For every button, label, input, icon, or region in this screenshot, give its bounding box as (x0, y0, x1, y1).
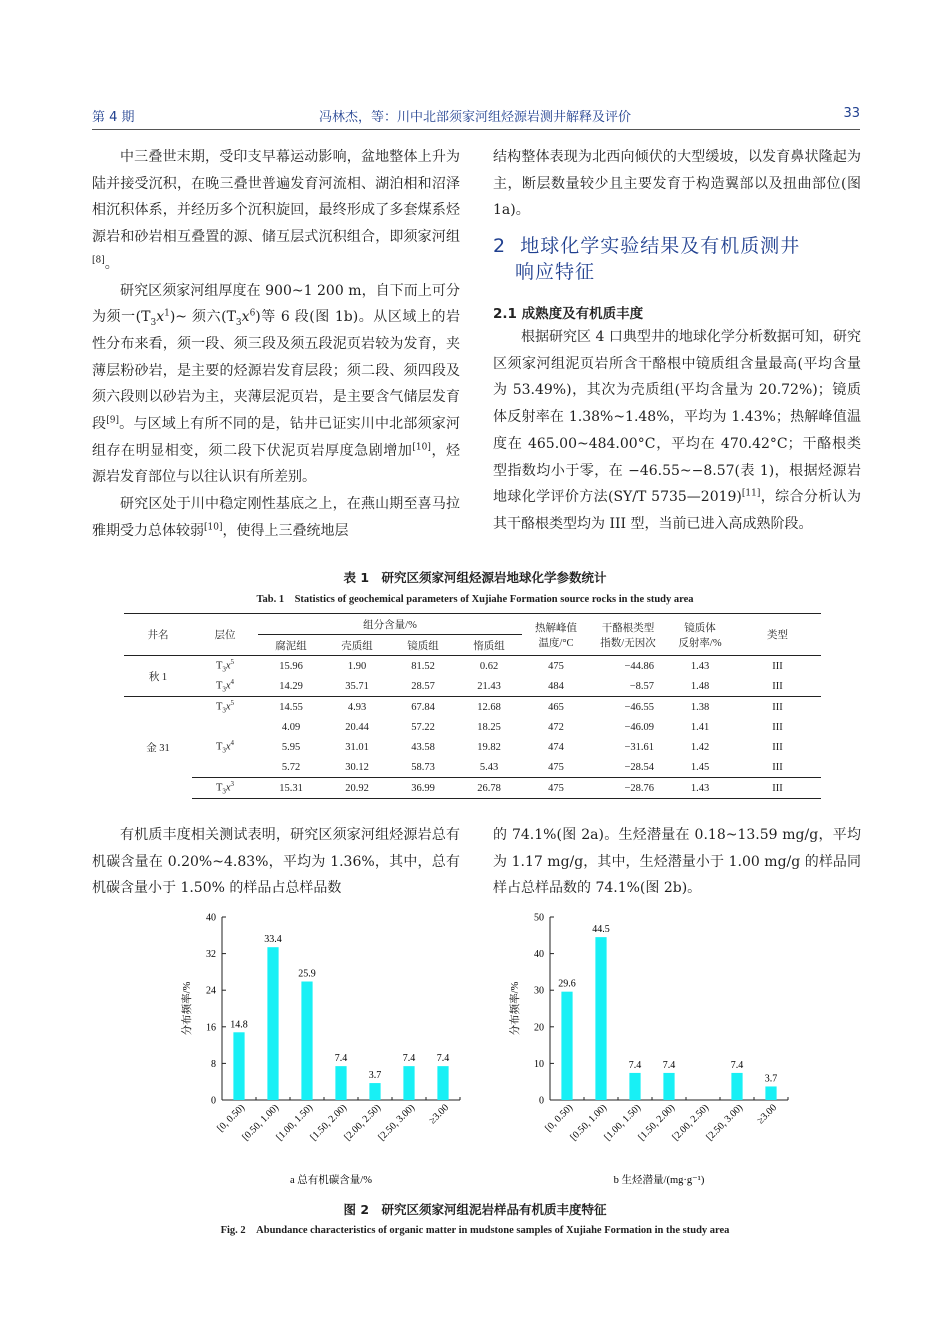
table-cell: 1.41 (690, 721, 710, 733)
table-cell: 31.01 (345, 741, 369, 753)
table-cell: −8.57 (629, 680, 654, 692)
col-header-well: 井名 (124, 614, 192, 656)
data-label: 7.4 (334, 1053, 348, 1065)
table-cell: 1.48 (690, 680, 710, 692)
data-label: 44.5 (592, 924, 610, 936)
table-cell: 5.72 (281, 761, 301, 773)
issue-number: 第 4 期 (92, 110, 135, 125)
table-cell: 57.22 (411, 721, 435, 733)
x-tick-label: [2.50, 3.00) (704, 1102, 746, 1144)
bar (233, 1032, 244, 1100)
x-tick-label: ≥3.00 (755, 1102, 780, 1127)
y-tick-label: 8 (211, 1058, 216, 1070)
toc-distribution-chart (160, 905, 470, 1190)
data-label: 33.4 (264, 934, 282, 946)
table-cell: 12.68 (456, 697, 522, 718)
table-cell: III (772, 660, 783, 672)
table-row (124, 676, 821, 697)
layer: $T_3x^4$ (215, 678, 235, 694)
x-tick-label: [0.50, 1.00) (240, 1102, 282, 1144)
y-tick-label: 50 (534, 912, 544, 924)
data-label: 7.4 (436, 1053, 450, 1065)
table-cell: −46.55 (590, 697, 666, 718)
x-tick-label: [0, 0.50) (543, 1102, 576, 1135)
well-name: 金 31 (124, 697, 192, 799)
paragraph: 研究区处于川中稳定刚性基底之上，在燕山期至喜马拉雅期受力总体较弱[10]，使得上三叠统地层 (92, 496, 460, 539)
y-tick-label: 0 (539, 1095, 544, 1107)
col-header-type: 类型 (734, 614, 821, 656)
layer: $T_3x^3$ (192, 778, 258, 799)
x-tick-label: [1.50, 2.00) (308, 1102, 350, 1144)
data-label: 3.7 (368, 1070, 382, 1082)
y-tick-label: 10 (534, 1058, 544, 1070)
y-axis-label: 分布频率/% (510, 981, 521, 1036)
table-cell: 21.43 (477, 680, 501, 692)
data-label: 25.9 (298, 968, 316, 980)
col-header-index: 干酪根类型 指数/无因次 (590, 614, 666, 656)
table-cell: 1.43 (690, 660, 710, 672)
table-caption-cn: 表 1 研究区须家河组烃源岩地球化学参数统计 (343, 570, 607, 585)
bar (629, 1073, 640, 1100)
table-cell: −28.54 (624, 761, 654, 773)
x-tick-label: [1.50, 2.00) (636, 1102, 678, 1144)
bar (561, 992, 572, 1100)
y-tick-label: 16 (206, 1022, 216, 1034)
table-cell: III (772, 680, 783, 692)
x-tick-label: [2.00, 2.50) (342, 1102, 384, 1144)
table-cell: 36.99 (390, 778, 456, 799)
bar (765, 1086, 776, 1100)
table-cell: 18.25 (477, 721, 501, 733)
paragraph: 中三叠世末期，受印支早幕运动影响，盆地整体上升为陆并接受沉积，在晚三叠世普遍发育河流相、湖泊相和沼泽相沉积体系，并经历多个沉积旋回，最终形成了多套煤系烃源岩和砂岩相互叠置的源、储互层式沉积组合，即须家河组[8]。 (92, 149, 460, 272)
bar (335, 1066, 346, 1100)
table-cell: 43.58 (411, 741, 435, 753)
col-header-ro: 镜质体 反射率/% (666, 614, 734, 656)
col-header-layer: 层位 (192, 614, 258, 656)
data-label: 3.7 (764, 1073, 778, 1085)
page-number: 33 (843, 106, 860, 121)
x-tick-label: [0, 0.50) (215, 1102, 248, 1135)
table-caption-en: Tab. 1 Statistics of geochemical parameters of Xujiahe Formation source rocks in the study area (256, 594, 694, 605)
x-tick-label: [1.00, 1.50) (274, 1102, 316, 1144)
table-cell: 474 (548, 741, 564, 753)
data-label: 29.6 (558, 978, 576, 990)
right-column-body (493, 324, 861, 538)
y-tick-label: 20 (534, 1022, 544, 1034)
table-cell: 1.90 (347, 660, 367, 672)
bar (403, 1066, 414, 1100)
y-tick-label: 40 (206, 912, 216, 924)
x-tick-label: [0.50, 1.00) (568, 1102, 610, 1144)
bar (301, 982, 312, 1100)
y-tick-label: 32 (206, 949, 216, 961)
table-cell: III (734, 778, 821, 799)
table-row (124, 778, 821, 799)
table-cell: 5.95 (281, 741, 301, 753)
table-row (124, 656, 821, 677)
table-cell: 472 (548, 721, 564, 733)
figure-caption-en: Fig. 2 Abundance characteristics of organic matter in mudstone samples of Xujiahe Formation in the study area (220, 1225, 730, 1236)
y-tick-label: 0 (211, 1095, 216, 1107)
bar (663, 1073, 674, 1100)
data-label: 14.8 (230, 1019, 248, 1031)
table-cell: 67.84 (390, 697, 456, 718)
geochem-table (124, 613, 821, 799)
y-axis-label: 分布频率/% (182, 981, 193, 1036)
layer: $T_3x^4$ (215, 739, 235, 755)
data-label: 7.4 (662, 1059, 676, 1071)
data-label: 7.4 (730, 1059, 744, 1071)
table-cell: 465 (522, 697, 590, 718)
section-heading: 2 地球化学实验结果及有机质测井 响应特征 (493, 235, 801, 283)
x-tick-label: [2.00, 2.50) (670, 1102, 712, 1144)
paragraph: 结构整体表现为北西向倾伏的大型缓坡，以发育鼻状隆起为主，断层数量较少且主要发育于构造翼部以及扭曲部位(图 1a)。 (493, 149, 861, 219)
table-cell: III (734, 697, 821, 718)
x-axis-label: b 生烃潜量/(mg·g⁻¹) (613, 1175, 705, 1186)
table-cell: 14.29 (279, 680, 303, 692)
bar (731, 1073, 742, 1100)
table-cell: 58.73 (411, 761, 435, 773)
table-cell: 19.82 (477, 741, 501, 753)
col-header-group: 组分含量/% (258, 614, 522, 635)
col-header-vitrinite: 镜质组 (390, 635, 456, 656)
x-tick-label: ≥3.00 (427, 1102, 452, 1127)
data-label: 7.4 (628, 1059, 642, 1071)
figure-caption-cn: 图 2 研究区须家河组泥岩样品有机质丰度特征 (343, 1202, 607, 1217)
x-axis-label: a 总有机碳含量/% (290, 1175, 372, 1186)
table-row (124, 697, 821, 718)
left-column-bottom (92, 822, 460, 902)
table-cell: III (772, 761, 783, 773)
table-cell: 81.52 (411, 660, 435, 672)
table-row (124, 717, 821, 737)
right-column-top (493, 144, 861, 224)
table-cell: 1.45 (690, 761, 710, 773)
table-cell: 1.42 (690, 741, 710, 753)
left-column-top (92, 144, 460, 545)
table-cell: 475 (548, 761, 564, 773)
table-cell: 15.31 (258, 778, 324, 799)
x-tick-label: [1.00, 1.50) (602, 1102, 644, 1144)
layer: $T_3x^5$ (192, 697, 258, 718)
running-title: 冯林杰，等：川中北部须家河组烃源岩测井解释及评价 (318, 110, 631, 125)
header-rule (92, 129, 860, 130)
bar (267, 947, 278, 1100)
table-cell: III (772, 721, 783, 733)
table-cell: −31.61 (624, 741, 654, 753)
table-cell: 35.71 (345, 680, 369, 692)
right-column-bottom (493, 822, 861, 902)
paragraph: 有机质丰度相关测试表明，研究区须家河组烃源岩总有机碳含量在 0.20%~4.83%，平均为 1.36%，其中，总有机碳含量小于 1.50% 的样品占总样品数 (92, 827, 460, 897)
table-cell: −28.76 (590, 778, 666, 799)
table-cell: 20.44 (345, 721, 369, 733)
y-tick-label: 40 (534, 949, 544, 961)
bar (595, 937, 606, 1100)
table-cell: 15.96 (279, 660, 303, 672)
paragraph: 的 74.1%(图 2a)。生烃潜量在 0.18~13.59 mg/g，平均为 1.17 mg/g，其中，生烃潜量小于 1.00 mg/g 的样品同样占总样品数的 74.1%(图 2b)。 (493, 827, 861, 897)
layer: $T_3x^5$ (215, 658, 235, 674)
table-cell: 30.12 (345, 761, 369, 773)
table-cell: 1.43 (666, 778, 734, 799)
y-tick-label: 24 (206, 985, 216, 997)
bar (437, 1066, 448, 1100)
x-tick-label: [2.50, 3.00) (376, 1102, 418, 1144)
table-cell: 26.78 (456, 778, 522, 799)
table-cell: 0.62 (479, 660, 499, 672)
table-cell: −44.86 (624, 660, 654, 672)
table-cell: 14.55 (258, 697, 324, 718)
y-tick-label: 30 (534, 985, 544, 997)
col-header-sapropelinite: 腐泥组 (258, 635, 324, 656)
well-name: 秋 1 (148, 671, 168, 683)
table-cell: 475 (548, 660, 564, 672)
table-cell: 4.93 (324, 697, 390, 718)
table-cell: 475 (522, 778, 590, 799)
col-header-inertinite: 惰质组 (456, 635, 522, 656)
table-cell: 484 (548, 680, 564, 692)
table-cell: 20.92 (324, 778, 390, 799)
paragraph: 根据研究区 4 口典型井的地球化学分析数据可知，研究区须家河组泥页岩所含干酪根中镜质组含量最高(平均含量为 53.49%)，其次为壳质组(平均含量为 20.72%)；镜质体反射率在 1.38%~1.48%，平均为 1.43%；热解峰值温度在 465.00~484.00°C，平均在 470.42°C；干酪根类型指数均小于零，在 −46.55~−8.57(表 1)，根据烃源岩地球化学评价方法(SY/T 5735—2019)[11]，综合分析认为其干酪根类型均为 III 型，当前已进入高成熟阶段。 (493, 329, 861, 532)
table-cell: −46.09 (624, 721, 654, 733)
paragraph: 研究区须家河组厚度在 900~1 200 m，自下而上可分为须一$(T_3x^1)\sim$ 须六$(T_3x^6)$等 6 段(图 1b)。从区域上的岩性分布来看，须一段、须三段及须五段泥页岩较为发育，夹薄层粉砂岩，是主要的烃源岩发育层段；须二段、须四段及须六段则以砂岩为主，夹薄层泥页岩，是主要含气储层发育段[9]。与区域上有所不同的是，钻井已证实川中北部须家河组存在明显相变，须二段下伏泥页岩厚度急剧增加[10]，烃源岩发育部位与以往认识有所差别。 (92, 282, 461, 486)
col-header-temp: 热解峰值 温度/°C (522, 614, 590, 656)
bar (369, 1083, 380, 1100)
table-cell: 4.09 (281, 721, 301, 733)
table-cell: 1.38 (666, 697, 734, 718)
col-header-exinite: 壳质组 (324, 635, 390, 656)
table-cell: 28.57 (411, 680, 435, 692)
hydrocarbon-potential-chart (488, 905, 798, 1190)
data-label: 7.4 (402, 1053, 416, 1065)
table-cell: III (772, 741, 783, 753)
subsection-heading: 2.1 成熟度及有机质丰度 (493, 306, 644, 322)
table-cell: 5.43 (479, 761, 499, 773)
